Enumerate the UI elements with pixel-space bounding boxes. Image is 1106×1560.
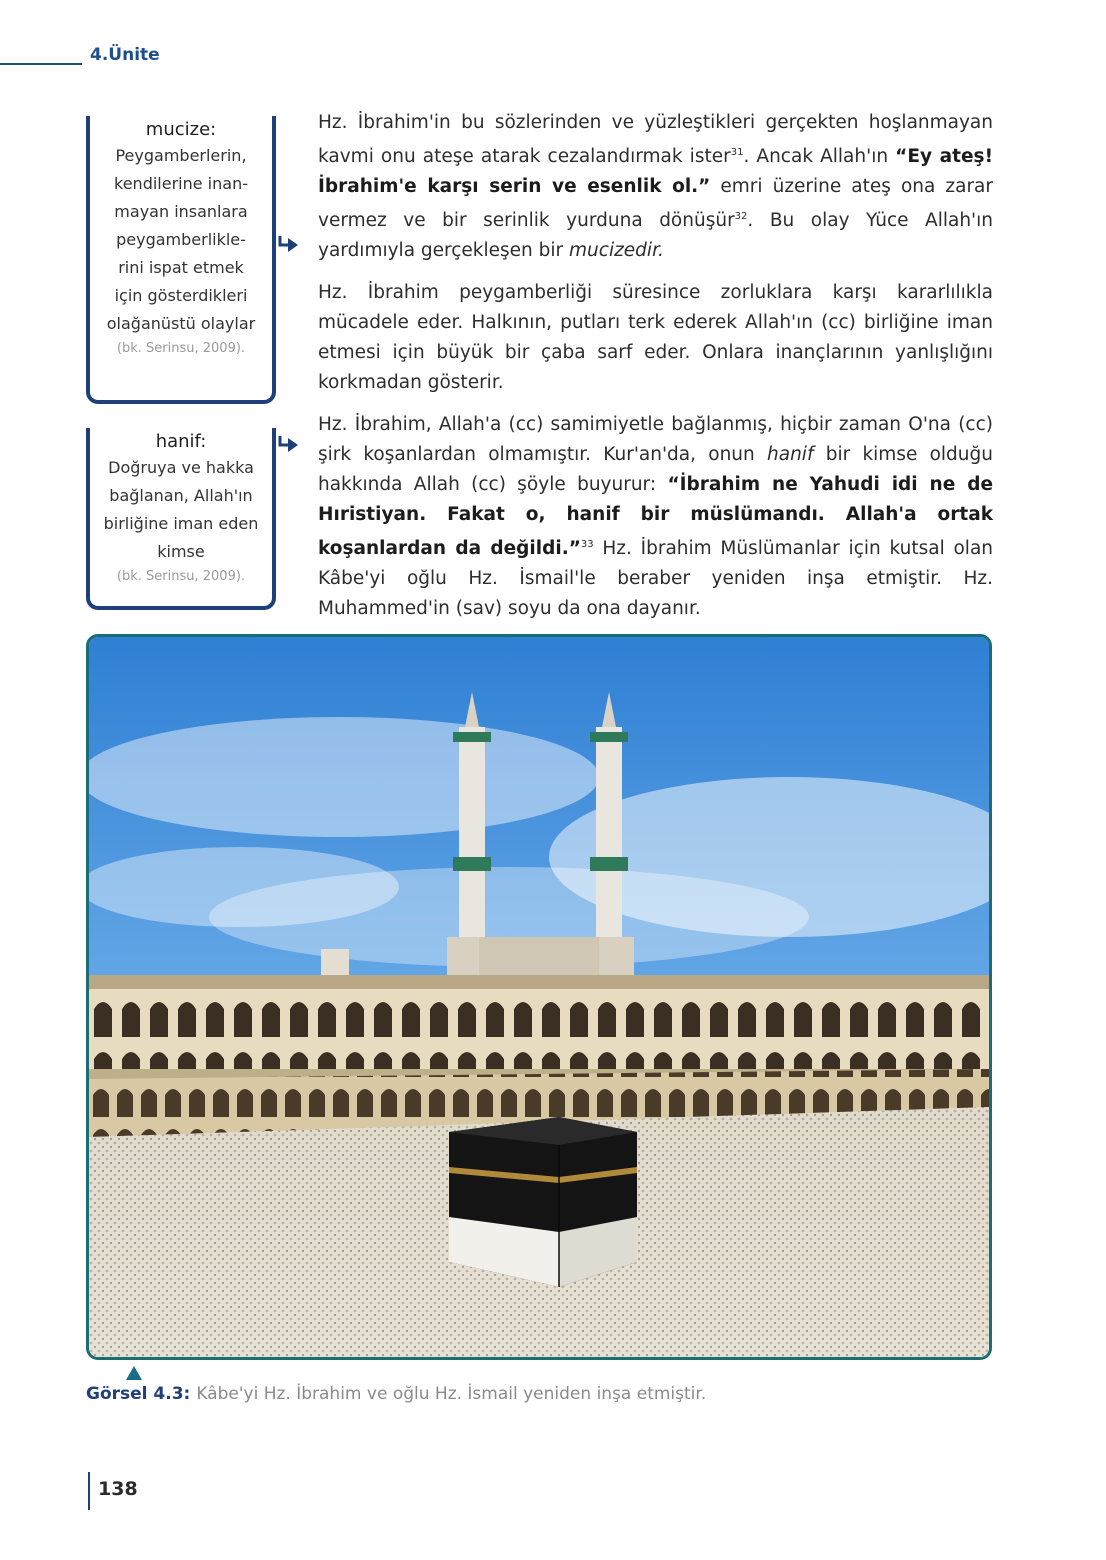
kaaba — [449, 1117, 637, 1287]
footnote-ref: 31 — [730, 147, 744, 158]
paragraph-1 — [318, 108, 993, 266]
paragraph-3 — [318, 410, 993, 624]
caption-label: Görsel 4.3: — [86, 1384, 191, 1404]
definition-line: mayan insanlara — [114, 202, 248, 221]
glossary-definition — [96, 142, 266, 338]
text-run: Hz. İbrahim'in bu sözlerinden ve yüzleştikleri gerçekten hoşlanmayan kavmi onu ateşe atarak cezalandırmak ister — [318, 112, 993, 168]
glossary-term: hanif: — [155, 431, 207, 452]
header-rule — [0, 63, 82, 65]
quote-bold: “Ey ateş! İbrahim'e karşı serin ve esenlik ol.” — [318, 146, 994, 198]
text-run: Hz. İbrahim Müslümanlar için kutsal olan Kâbe'yi oğlu Hz. İsmail'le beraber yeniden inşa etmiştir. Hz. Muhammed'in (sav) soyu da ona dayanır. — [318, 538, 994, 620]
caption-text: Kâbe'yi Hz. İbrahim ve oğlu Hz. İsmail yeniden inşa etmiştir. — [196, 1384, 707, 1404]
definition-line: Peygamberlerin, — [115, 146, 247, 165]
kaaba-photo — [86, 634, 992, 1360]
italic-term: mucizedir. — [569, 240, 664, 262]
definition-line: kendilerine inan- — [114, 174, 248, 193]
quote-bold: “İbrahim ne Yahudi idi ne de Hıristiyan. Fakat o, hanif bir müslümandı. Allah'a ortak koşanlardan da değildi.” — [318, 474, 993, 560]
definition-line: Doğruya ve hakka — [108, 458, 254, 477]
definition-line: için gösterdikleri — [114, 286, 248, 305]
definition-line: rini ispat etmek — [118, 258, 244, 277]
arrow-right-icon — [278, 234, 300, 256]
glossary-box-mucize — [86, 116, 276, 404]
unit-label: 4.Ünite — [90, 45, 160, 65]
glossary-box-hanif — [86, 428, 276, 610]
arrow-right-icon — [278, 434, 300, 456]
glossary-reference: (bk. Serinsu, 2009). — [116, 341, 246, 356]
glossary-reference: (bk. Serinsu, 2009). — [116, 569, 246, 584]
text-run: Hz. İbrahim, Allah'a (cc) samimiyetle bağlanmış, hiçbir zaman O'na (cc) şirk koşanlardan olmamıştır. Kur'an'da, onun — [318, 414, 993, 466]
page-number-rule — [88, 1472, 90, 1510]
caption-marker — [126, 1366, 142, 1380]
kaaba-illustration — [89, 637, 989, 1357]
definition-line: peygamberlikle- — [116, 230, 246, 249]
glossary-term: mucize: — [145, 119, 217, 140]
text-run: . Ancak Allah'ın — [743, 146, 896, 168]
footnote-ref: 32 — [734, 211, 748, 223]
text-run: bir kimse olduğu hakkında Allah (cc) şöyle buyurur: — [318, 444, 993, 496]
definition-line: bağlanan, Allah'ın — [109, 486, 253, 505]
page-number: 138 — [98, 1478, 138, 1500]
figure-caption — [86, 1384, 706, 1404]
body-text — [318, 108, 993, 636]
definition-line: olağanüstü olaylar — [106, 314, 256, 333]
paragraph-2: Hz. İbrahim peygamberliği süresince zorluklara karşı kararlılıkla mücadele eder. Halkının, putları terk ederek Allah'ın (cc) birliğine iman etmesi için büyük bir çaba sarf eder. Onlara inançlarının yanlışlığını korkmadan gösterir. — [318, 282, 993, 394]
definition-line: birliğine iman eden — [103, 514, 259, 533]
glossary-definition — [96, 454, 266, 566]
italic-term: hanif — [767, 444, 814, 466]
footnote-ref: 33 — [580, 539, 594, 551]
text-run: emri üzerine ateş ona zarar vermez ve bir serinlik yurduna dönüşür — [318, 176, 993, 232]
text-run: . Bu olay Yüce Allah'ın yardımıyla gerçekleşen bir — [318, 210, 993, 262]
definition-line: kimse — [157, 542, 205, 561]
